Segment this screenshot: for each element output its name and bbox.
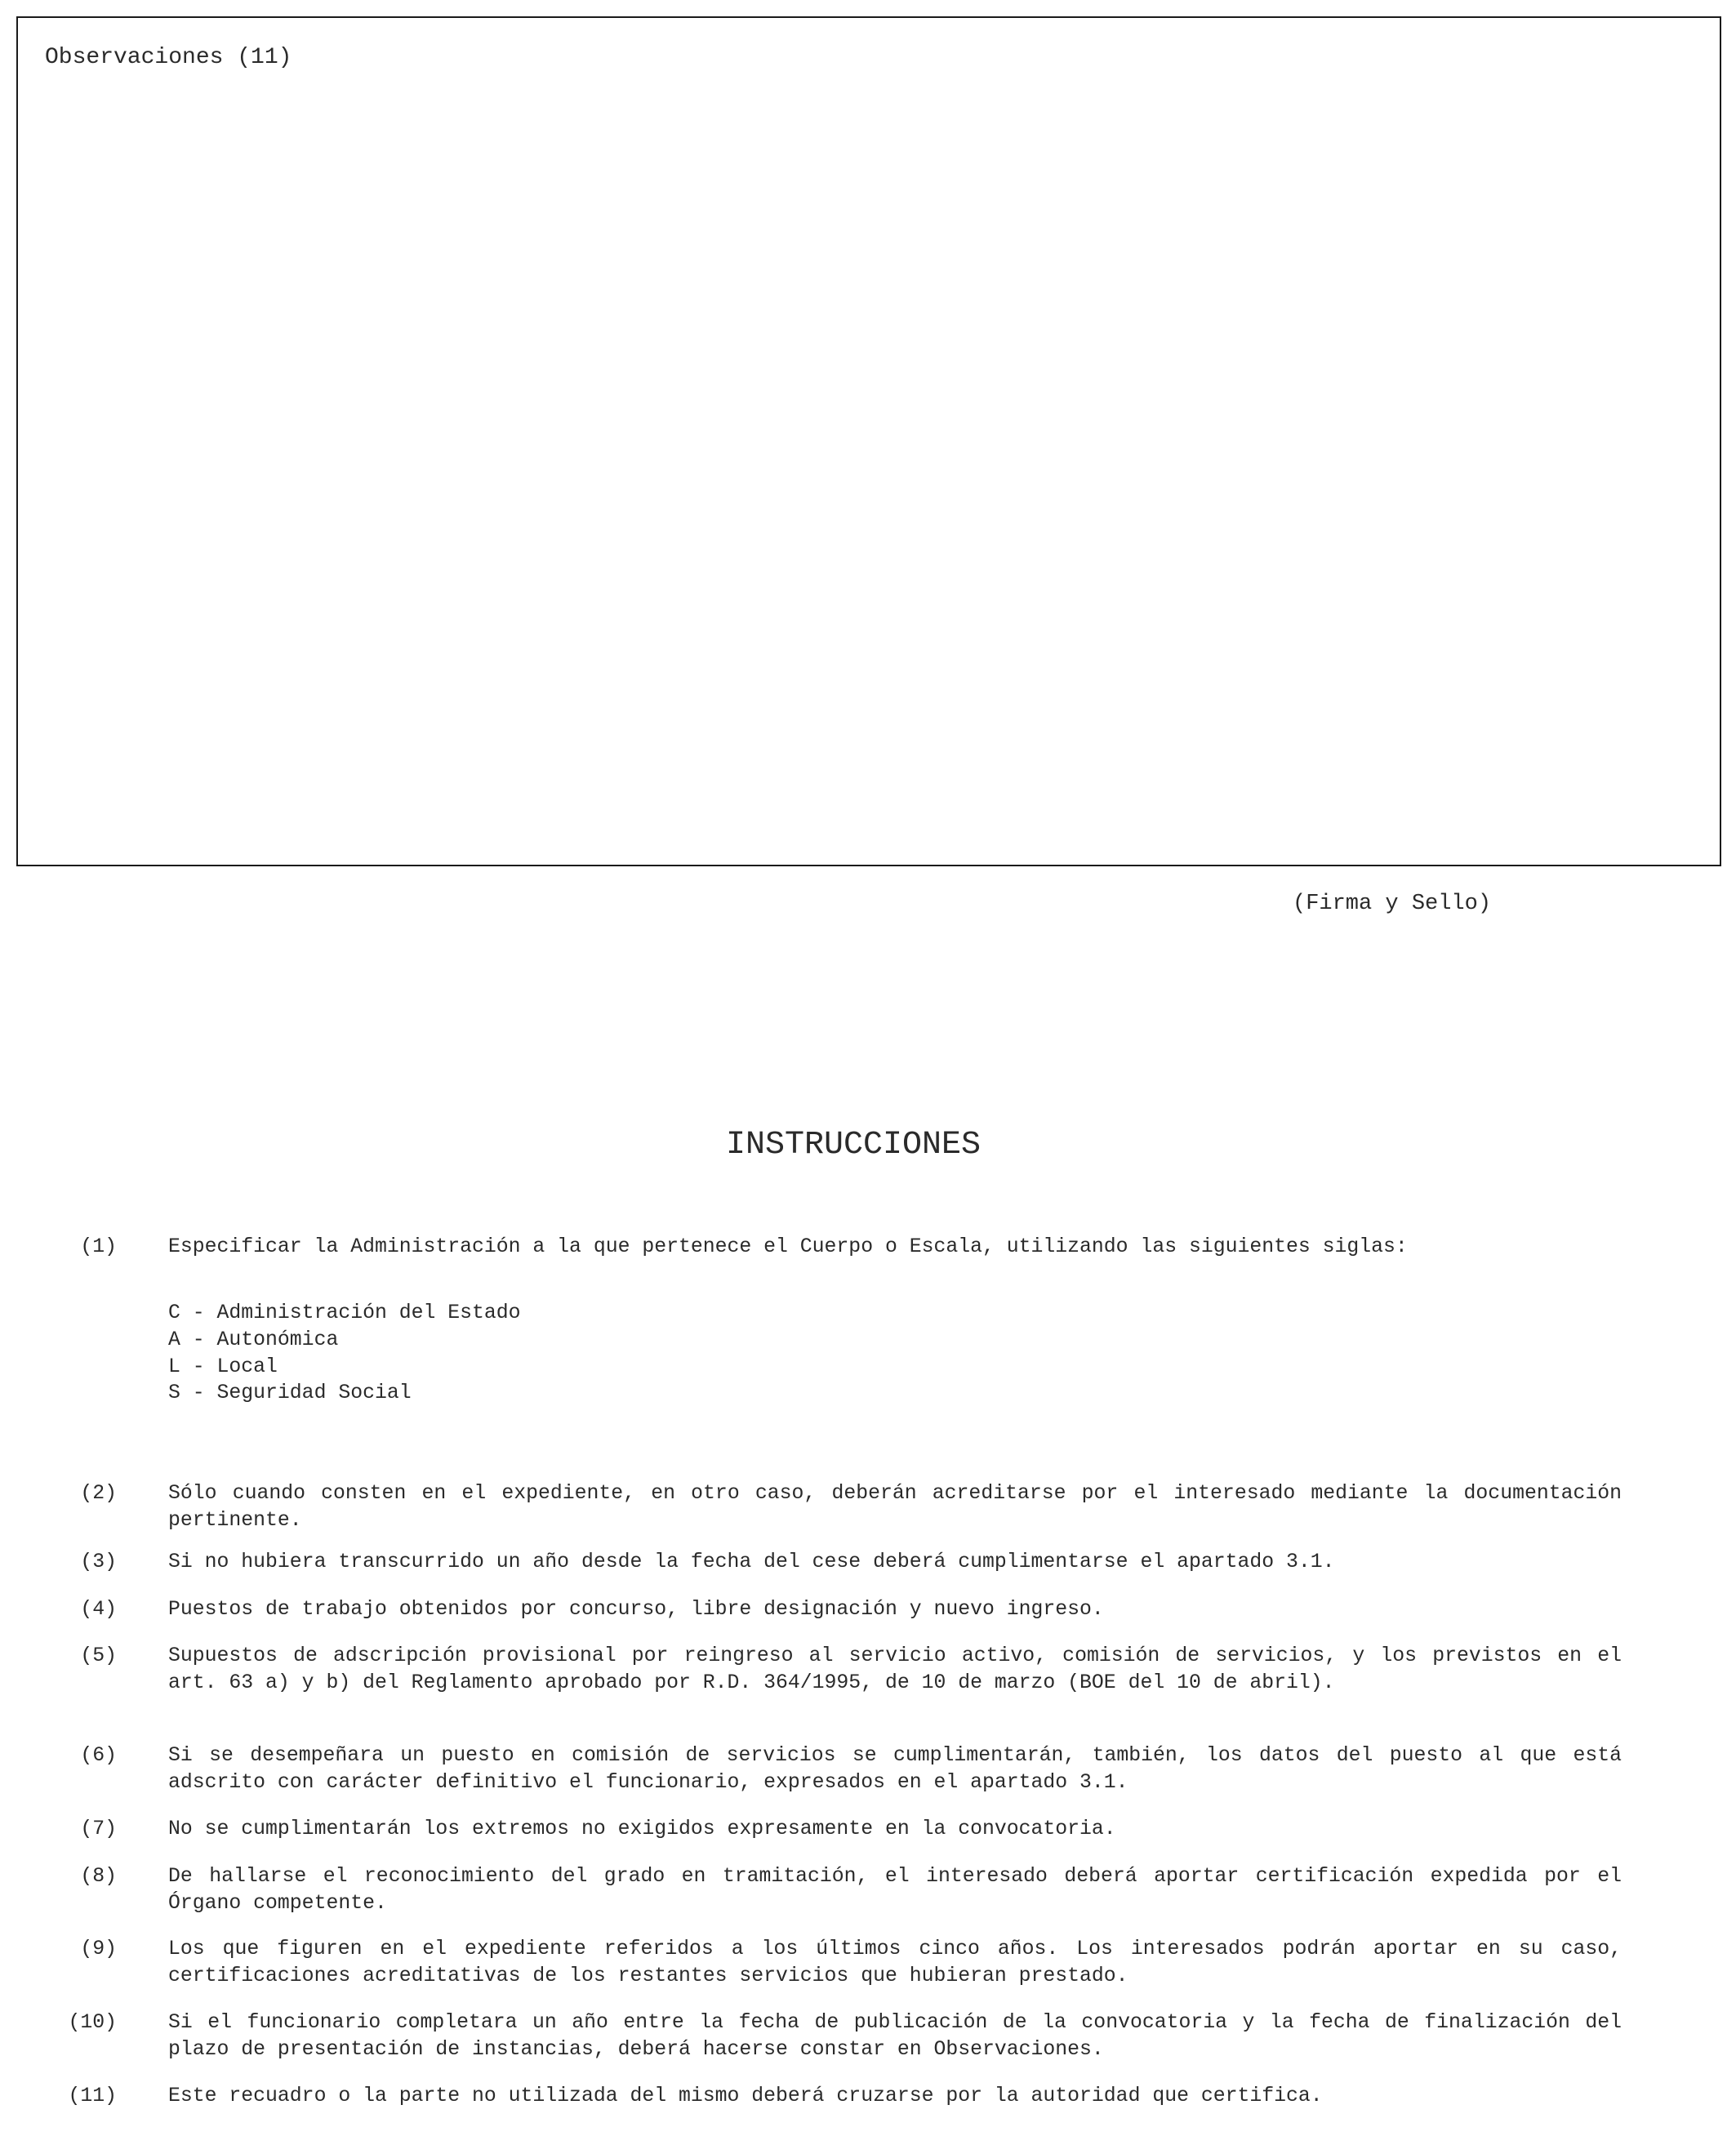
- observations-box[interactable]: [16, 16, 1721, 866]
- sigla-item-s: S - Seguridad Social: [168, 1382, 412, 1405]
- sigla-item-a: A - Autonómica: [168, 1328, 339, 1351]
- note-text: No se cumplimentarán los extremos no exigidos expresamente en la convocatoria.: [168, 1818, 1116, 1840]
- note-marker: (4): [80, 1598, 117, 1621]
- note-marker: (8): [80, 1865, 117, 1888]
- note-text: Supuestos de adscripción provisional por reingreso al servicio activo, comisión de servicios, y los previstos en el art. 63 a) y b) del Reglamento aprobado por R.D. 364/1995, de 10 de marzo (BOE del 10 de abril).: [168, 1644, 1622, 1694]
- instructions-title: INSTRUCCIONES: [725, 1127, 982, 1164]
- note-marker: (10): [68, 2011, 117, 2034]
- note-text: Sólo cuando consten en el expediente, en otro caso, deberán acreditarse por el interesado mediante la documentación pertinente.: [168, 1482, 1622, 1532]
- note-marker: (6): [80, 1744, 117, 1767]
- note-text: De hallarse el reconocimiento del grado en tramitación, el interesado deberá aportar certificación expedida por el Órgano competente.: [168, 1865, 1622, 1915]
- note-text: Si el funcionario completara un año entre la fecha de publicación de la convocatoria y la fecha de finalización del plazo de presentación de instancias, deberá hacerse constar en Observaciones.: [168, 2011, 1622, 2061]
- observations-label: Observaciones (11): [45, 45, 292, 70]
- sigla-item-l: L - Local: [168, 1355, 278, 1378]
- note-text: Los que figuren en el expediente referidos a los últimos cinco años. Los interesados podrán aportar en su caso, certificaciones acreditativas de los restantes servicios que hubieran prestado.: [168, 1938, 1622, 1987]
- siglas-list: [168, 1300, 521, 1407]
- note-marker: (5): [80, 1644, 117, 1667]
- note-text: Si no hubiera transcurrido un año desde la fecha del cese deberá cumplimentarse el apartado 3.1.: [168, 1551, 1335, 1573]
- sigla-item-c: C - Administración del Estado: [168, 1302, 521, 1324]
- note-marker: (7): [80, 1818, 117, 1840]
- note-marker: (1): [80, 1235, 117, 1258]
- note-marker: (3): [80, 1551, 117, 1573]
- signature-label: (Firma y Sello): [1293, 892, 1492, 916]
- note-marker: (11): [68, 2085, 117, 2107]
- note-text: Puestos de trabajo obtenidos por concurso, libre designación y nuevo ingreso.: [168, 1598, 1104, 1621]
- note-marker: (2): [80, 1482, 117, 1505]
- note-text: Especificar la Administración a la que pertenece el Cuerpo o Escala, utilizando las siguientes siglas:: [168, 1235, 1408, 1258]
- note-text: Si se desempeñara un puesto en comisión de servicios se cumplimentarán, también, los datos del puesto al que está adscrito con carácter definitivo el funcionario, expresados en el apartado 3.1.: [168, 1744, 1622, 1794]
- note-marker: (9): [80, 1938, 117, 1960]
- note-text: Este recuadro o la parte no utilizada del mismo deberá cruzarse por la autoridad que certifica.: [168, 2085, 1323, 2107]
